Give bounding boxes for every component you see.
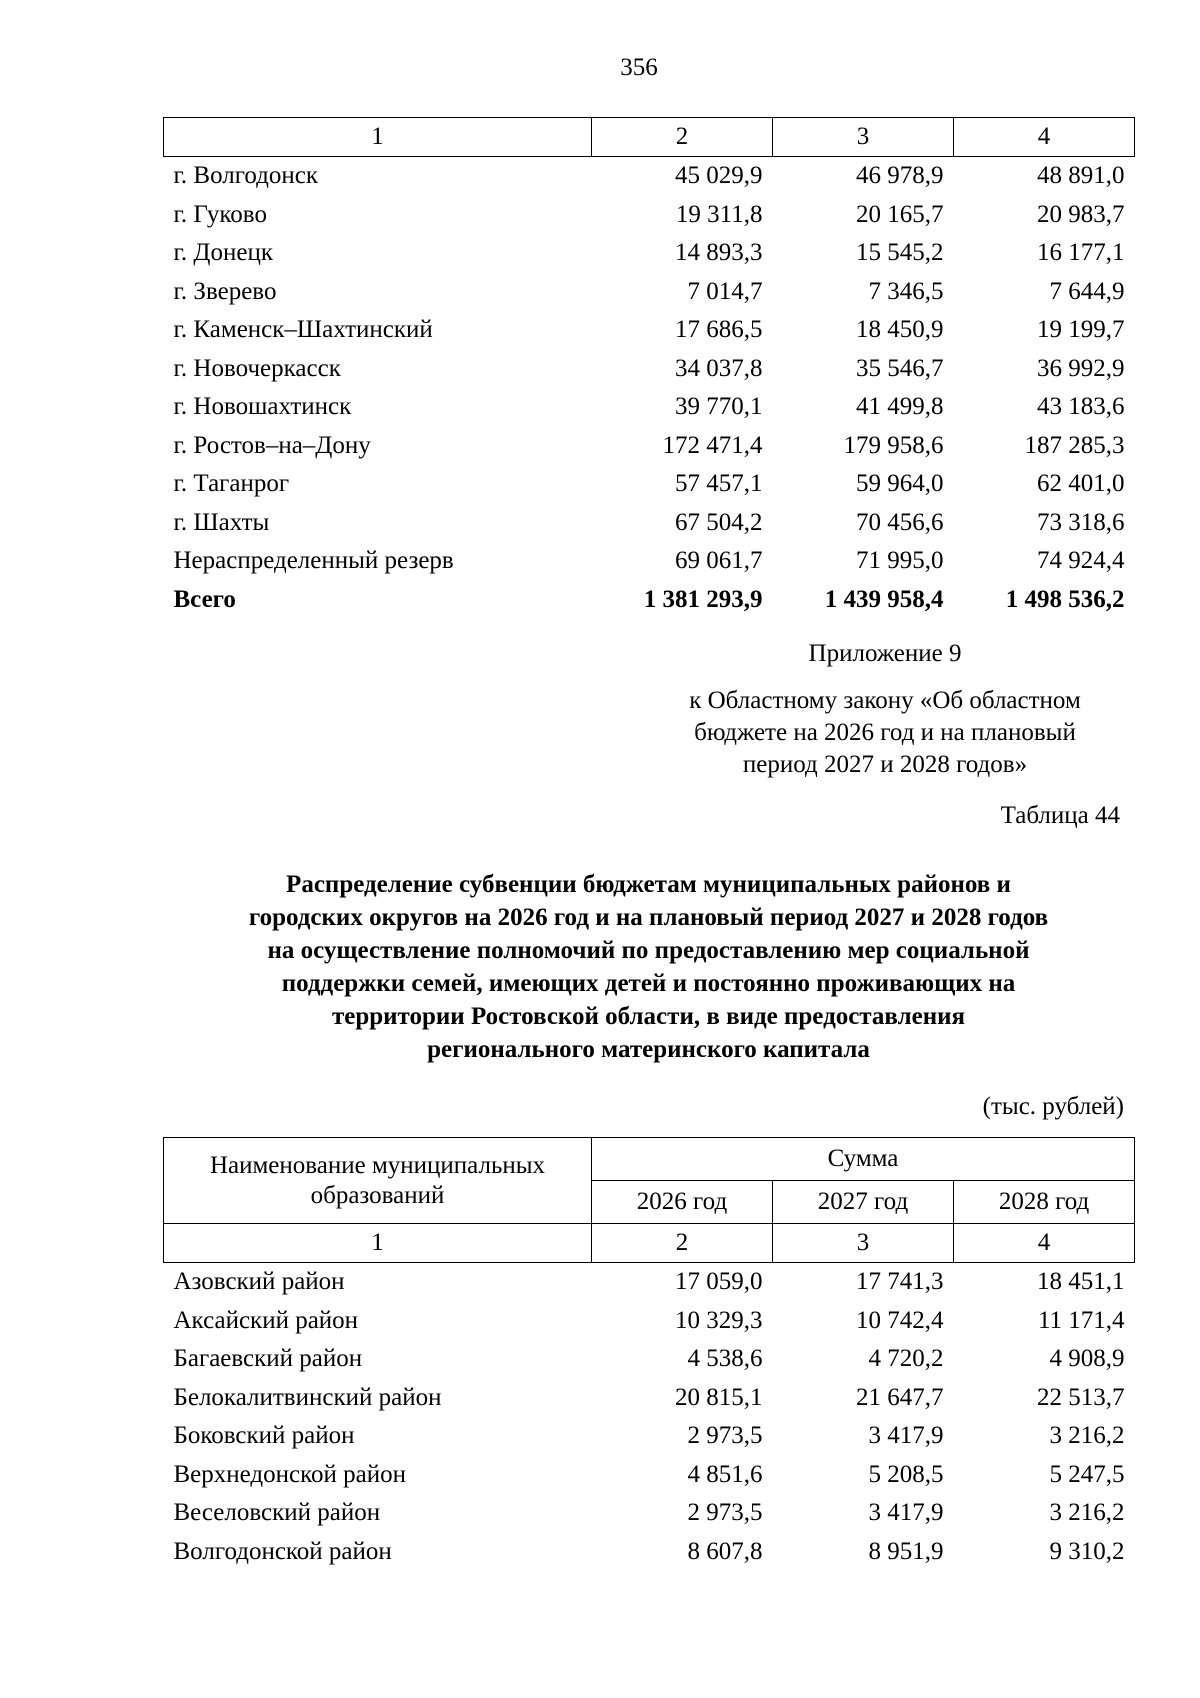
value-2028: 16 177,1: [1037, 239, 1125, 267]
value-2026: 4 538,6: [687, 1345, 763, 1373]
value-2026: 10 329,3: [675, 1306, 763, 1334]
column-number: 1: [164, 1224, 592, 1263]
table-row: [164, 350, 1135, 389]
heading-line: городских округов на 2026 год и на плановый период 2027 и 2028 годов: [248, 904, 1049, 931]
table-row: [164, 1494, 1135, 1533]
table-row: [164, 1417, 1135, 1456]
total-label: Всего: [173, 585, 236, 613]
value-2027: 8 951,9: [868, 1537, 944, 1565]
total-2027: 1 439 958,4: [824, 585, 944, 613]
heading-line: регионального материнского капитала: [427, 1036, 870, 1063]
column-number: 1: [164, 118, 592, 157]
value-2027: 10 742,4: [856, 1306, 944, 1334]
value-2028: 5 247,5: [1049, 1460, 1125, 1488]
municipality-name: Багаевский район: [173, 1345, 363, 1373]
appendix-reference: [650, 685, 1120, 781]
value-2028: 36 992,9: [1037, 354, 1125, 382]
value-2028: 7 644,9: [1049, 277, 1125, 305]
value-2027: 59 964,0: [856, 470, 944, 498]
value-2026: 14 893,3: [675, 239, 763, 267]
municipality-name: Нераспределенный резерв: [173, 547, 454, 575]
value-2026: 57 457,1: [675, 470, 763, 498]
municipality-name: г. Каменск–Шахтинский: [173, 316, 433, 344]
value-2027: 15 545,2: [856, 239, 944, 267]
value-2028: 43 183,6: [1037, 393, 1125, 421]
table-row: [164, 196, 1135, 235]
value-2027: 70 456,6: [856, 508, 944, 536]
value-2027: 4 720,2: [868, 1345, 944, 1373]
municipality-name: г. Таганрог: [173, 470, 290, 498]
value-2028: 187 285,3: [1024, 431, 1125, 459]
column-number: 3: [773, 1224, 954, 1263]
header-municipality: [164, 1138, 592, 1224]
value-2028: 18 451,1: [1037, 1268, 1125, 1296]
value-2028: 9 310,2: [1049, 1537, 1125, 1565]
value-2027: 35 546,7: [856, 354, 944, 382]
appendix-line: к Областному закону «Об областном: [689, 687, 1081, 714]
municipality-name: Боковский район: [173, 1422, 355, 1450]
total-2026: 1 381 293,9: [643, 585, 763, 613]
appendix-title: Приложение 9: [808, 640, 962, 667]
value-2028: 4 908,9: [1049, 1345, 1125, 1373]
value-2028: 73 318,6: [1037, 508, 1125, 536]
heading-line: поддержки семей, имеющих детей и постоянно проживающих на: [281, 970, 1016, 997]
subvention-table: [163, 1137, 1135, 1571]
column-number: 4: [954, 118, 1135, 157]
value-2027: 20 165,7: [856, 200, 944, 228]
table-row: [164, 273, 1135, 312]
total-2028: 1 498 536,2: [1005, 585, 1125, 613]
municipality-name: г. Донецк: [173, 239, 273, 267]
municipality-name: г. Новочеркасск: [173, 354, 341, 382]
table-row: [164, 157, 1135, 196]
value-2028: 48 891,0: [1037, 162, 1125, 190]
municipality-name: г. Волгодонск: [173, 162, 319, 190]
value-2026: 7 014,7: [687, 277, 763, 305]
table-row: [164, 1263, 1135, 1302]
value-2028: 22 513,7: [1037, 1383, 1125, 1411]
value-2026: 69 061,7: [675, 547, 763, 575]
value-2027: 17 741,3: [856, 1268, 944, 1296]
table-continuation: [163, 117, 1135, 619]
value-2027: 41 499,8: [856, 393, 944, 421]
table-row: [164, 1533, 1135, 1572]
value-2027: 3 417,9: [868, 1499, 944, 1527]
column-number: 2: [592, 1224, 773, 1263]
value-2027: 46 978,9: [856, 162, 944, 190]
value-2028: 3 216,2: [1049, 1499, 1125, 1527]
value-2028: 11 171,4: [1037, 1306, 1125, 1334]
units-label: (тыс. рублей): [982, 1093, 1124, 1120]
table-row: [164, 1456, 1135, 1495]
heading-line: Распределение субвенции бюджетам муниципальных районов и: [286, 871, 1011, 898]
header-municipality-line: Наименование муниципальных: [209, 1151, 546, 1179]
table-row: [164, 465, 1135, 504]
table-row: [164, 1340, 1135, 1379]
table-row: [164, 1379, 1135, 1418]
municipality-name: Белокалитвинский район: [173, 1383, 442, 1411]
heading-line: территории Ростовской области, в виде предоставления: [331, 1003, 966, 1030]
table-row: [164, 427, 1135, 466]
page-number: 356: [620, 54, 658, 81]
value-2026: 4 851,6: [687, 1460, 763, 1488]
column-number-row: [164, 1224, 1135, 1263]
municipality-name: Верхнедонской район: [173, 1460, 406, 1488]
header-year-2026: 2026 год: [592, 1181, 773, 1224]
value-2026: 8 607,8: [687, 1537, 763, 1565]
value-2027: 7 346,5: [868, 277, 944, 305]
municipality-name: г. Новошахтинск: [173, 393, 352, 421]
value-2026: 2 973,5: [687, 1422, 763, 1450]
value-2026: 20 815,1: [675, 1383, 763, 1411]
value-2026: 17 686,5: [675, 316, 763, 344]
value-2027: 71 995,0: [856, 547, 944, 575]
municipality-name: Аксайский район: [173, 1306, 359, 1334]
value-2028: 62 401,0: [1037, 470, 1125, 498]
value-2026: 19 311,8: [675, 200, 763, 228]
table-heading: [163, 868, 1134, 1066]
municipality-name: г. Зверево: [173, 277, 277, 305]
header-municipality-line: образований: [310, 1181, 445, 1209]
municipality-name: г. Шахты: [173, 508, 270, 536]
value-2027: 3 417,9: [868, 1422, 944, 1450]
table-row: [164, 542, 1135, 581]
header-year-2027: 2027 год: [773, 1181, 954, 1224]
appendix-line: период 2027 и 2028 годов»: [742, 751, 1028, 778]
value-2026: 67 504,2: [675, 508, 763, 536]
header-sum: Сумма: [592, 1138, 1135, 1181]
municipality-name: г. Ростов–на–Дону: [173, 431, 371, 459]
total-row: [164, 581, 1135, 620]
column-number: 3: [773, 118, 954, 157]
municipality-name: Волгодонской район: [173, 1537, 392, 1565]
header-year-2028: 2028 год: [954, 1181, 1135, 1224]
value-2028: 20 983,7: [1037, 200, 1125, 228]
value-2027: 18 450,9: [856, 316, 944, 344]
table-row: [164, 311, 1135, 350]
value-2027: 21 647,7: [856, 1383, 944, 1411]
table-row: [164, 504, 1135, 543]
value-2026: 45 029,9: [675, 162, 763, 190]
municipality-name: Веселовский район: [173, 1499, 381, 1527]
table-row: [164, 234, 1135, 273]
header-row: [164, 1138, 1135, 1181]
table-row: [164, 1302, 1135, 1341]
heading-line: на осуществление полномочий по предоставлению мер социальной: [267, 937, 1030, 964]
municipality-name: г. Гуково: [173, 200, 267, 228]
value-2026: 39 770,1: [675, 393, 763, 421]
appendix-line: бюджете на 2026 год и на плановый: [694, 719, 1076, 746]
column-number-row: [164, 118, 1135, 157]
table-number: Таблица 44: [1000, 802, 1120, 829]
value-2027: 5 208,5: [868, 1460, 944, 1488]
value-2026: 172 471,4: [662, 431, 763, 459]
column-number: 4: [954, 1224, 1135, 1263]
value-2026: 2 973,5: [687, 1499, 763, 1527]
column-number: 2: [592, 118, 773, 157]
value-2028: 3 216,2: [1049, 1422, 1125, 1450]
value-2028: 74 924,4: [1037, 547, 1125, 575]
table-row: [164, 388, 1135, 427]
value-2026: 34 037,8: [675, 354, 763, 382]
value-2028: 19 199,7: [1037, 316, 1125, 344]
value-2026: 17 059,0: [675, 1268, 763, 1296]
municipality-name: Азовский район: [173, 1268, 345, 1296]
value-2027: 179 958,6: [843, 431, 944, 459]
